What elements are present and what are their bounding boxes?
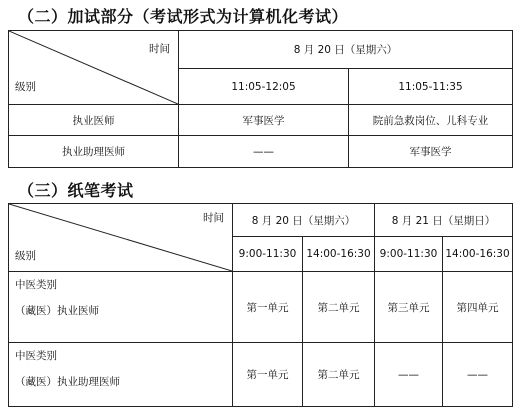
- header-time-label: 时间: [203, 212, 224, 224]
- date-cell: 8 月 20 日（星期六）: [233, 204, 375, 237]
- paper-exam-table: [8, 203, 513, 407]
- subject-cell: ——: [443, 343, 513, 407]
- diagonal-line: [9, 204, 232, 271]
- subject-cell: ——: [179, 136, 349, 168]
- level-line-2: （藏医）执业助理医师: [15, 375, 120, 388]
- section-title-paper-exam: （三）纸笔考试: [18, 181, 134, 200]
- section-title-computer-exam: （二）加试部分（考试形式为计算机化考试）: [18, 7, 349, 26]
- table-row: [9, 272, 513, 343]
- time-slot-cell: 14:00-16:30: [303, 237, 375, 272]
- subject-cell: 军事医学: [349, 136, 513, 168]
- diagonal-header-cell: [9, 204, 233, 272]
- subject-cell: 第二单元: [303, 272, 375, 343]
- level-cell: 执业医师: [9, 105, 179, 136]
- level-cell: [9, 343, 233, 407]
- subject-cell: 第四单元: [443, 272, 513, 343]
- subject-cell: 院前急救岗位、儿科专业: [349, 105, 513, 136]
- subject-cell: 第一单元: [233, 343, 303, 407]
- header-level-label: 级别: [15, 250, 36, 262]
- subject-cell: 第二单元: [303, 343, 375, 407]
- subject-cell: 第一单元: [233, 272, 303, 343]
- time-slot-cell: 9:00-11:30: [233, 237, 303, 272]
- time-slot-cell: 9:00-11:30: [375, 237, 443, 272]
- table-row: [9, 204, 513, 237]
- subject-cell: 第三单元: [375, 272, 443, 343]
- level-line-1: 中医类别: [15, 350, 57, 362]
- table-row: [9, 136, 513, 168]
- time-slot-cell: 11:05-12:05: [179, 69, 349, 105]
- date-cell: 8 月 20 日（星期六）: [179, 31, 513, 69]
- level-cell: [9, 272, 233, 343]
- header-level-label: 级别: [15, 81, 36, 93]
- table-row: [9, 105, 513, 136]
- table-row: [9, 31, 513, 69]
- level-line-2: （藏医）执业医师: [15, 304, 99, 317]
- header-time-label: 时间: [149, 43, 170, 55]
- time-slot-cell: 11:05-11:35: [349, 69, 513, 105]
- date-cell: 8 月 21 日（星期日）: [375, 204, 513, 237]
- level-cell: 执业助理医师: [9, 136, 179, 168]
- diagonal-header-cell: [9, 31, 179, 105]
- subject-cell: 军事医学: [179, 105, 349, 136]
- table-row: [9, 343, 513, 407]
- computer-exam-table: [8, 30, 513, 168]
- time-slot-cell: 14:00-16:30: [443, 237, 513, 272]
- subject-cell: ——: [375, 343, 443, 407]
- level-line-1: 中医类别: [15, 279, 57, 291]
